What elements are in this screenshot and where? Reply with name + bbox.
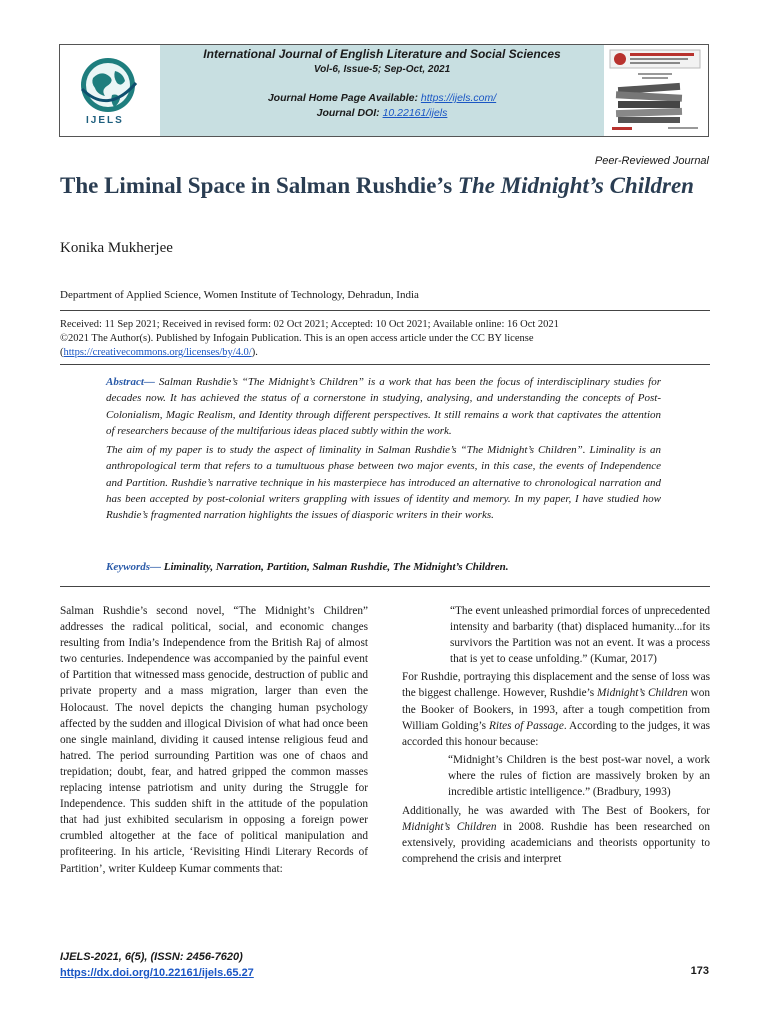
homepage-line bbox=[160, 92, 604, 104]
bookers-text-a: Additionally, he was awarded with The Best of Bookers, for bbox=[402, 805, 710, 818]
journal-cover bbox=[604, 45, 708, 136]
journal-name: International Journal of English Literature and Social Sciences bbox=[203, 47, 561, 61]
journal-cover-image bbox=[604, 45, 708, 136]
booker-text-b: won the Booker of Bookers, in 1993, after a tough competition from William Golding’s bbox=[402, 687, 711, 732]
bookers-text-b: in 2008. Rushdie has been researched on extensively, providing academicians and theorists opportunity to comprehend the crisis and interpret bbox=[402, 821, 710, 866]
best-of-bookers-paragraph bbox=[402, 803, 710, 867]
keywords bbox=[106, 561, 509, 573]
abstract-text-1: Salman Rushdie’s “The Midnight’s Children” is a work that has been the focus of interdisciplinary studies for decades now. It has achieved the status of a cornerstone in studying, analysing, and understanding the concepts of Post-Colonialism, Magic Realism, and Identity through different perspectives. It still remains a work that captivates the attention of researchers because of the multifarious ideas placed subtly within the work. bbox=[106, 376, 661, 437]
abstract-paragraph-2: The aim of my paper is to study the aspect of liminality in Salman Rushdie’s “The Midnight’s Children”. Liminality is an anthropological term that refers to a tumultuous phase between two major events, in this case, the events of Independence and Partition. Rushdie’s narrative technique in his masterpiece has introduced an alternative to chronological narration and has been accepted by post-colonial writers grappling with issues of identity and memory. In my paper, I have studied how Rushdie’s fragmented narration highlights the issues of diasporic writers in their works. bbox=[106, 444, 661, 522]
article-title bbox=[60, 171, 710, 201]
peer-reviewed-label: Peer-Reviewed Journal bbox=[594, 155, 709, 167]
doi-link[interactable]: 10.22161/ijels bbox=[382, 107, 448, 119]
homepage-link[interactable]: https://ijels.com/ bbox=[420, 92, 497, 104]
footer-doi-link[interactable]: https://dx.doi.org/10.22161/ijels.65.27 bbox=[60, 967, 254, 979]
body-left-column bbox=[60, 603, 368, 877]
title-italic: The Midnight’s Children bbox=[457, 173, 694, 198]
keywords-label: Keywords— bbox=[106, 561, 161, 573]
title-main: The Liminal Space in Salman Rushdie’s bbox=[60, 173, 458, 198]
divider-abstract-bottom bbox=[60, 586, 710, 587]
divider-abstract-top bbox=[60, 364, 710, 365]
booker-title-2: Rites of Passage bbox=[488, 719, 564, 732]
license-url-line: (https://creativecommons.org/licenses/by/4.0/). bbox=[60, 347, 258, 358]
doi-line bbox=[160, 107, 604, 119]
homepage-label: Journal Home Page Available: bbox=[267, 92, 421, 104]
body-right-column bbox=[402, 603, 710, 868]
volume-issue: Vol-6, Issue-5; Sep-Oct, 2021 bbox=[313, 64, 451, 75]
divider-top bbox=[60, 310, 710, 311]
abstract bbox=[106, 374, 661, 527]
keywords-text: Liminality, Narration, Partition, Salman Rushdie, The Midnight’s Children. bbox=[161, 561, 509, 573]
affiliation: Department of Applied Science, Women Institute of Technology, Dehradun, India bbox=[60, 289, 419, 301]
doi-label: Journal DOI: bbox=[316, 107, 383, 119]
block-quote-bradbury: “Midnight’s Children is the best post-war novel, a work where the rules of fiction are massively broken by an incredible artistic intelligence.” (Bradbury, 1993) bbox=[448, 753, 710, 799]
article-dates bbox=[60, 318, 710, 360]
booker-text-a: For Rushdie, portraying this displacement and the sense of loss was the biggest challenge. However, Rushdie’s bbox=[402, 671, 710, 700]
license-line: ©2021 The Author(s). Published by Infogain Publication. This is an open access article under the CC BY license bbox=[60, 333, 534, 344]
page-number: 173 bbox=[690, 965, 709, 977]
abstract-label: Abstract— bbox=[106, 376, 155, 388]
booker-paragraph bbox=[402, 669, 710, 749]
booker-text-c: . According to the judges, it was accorded this honour because: bbox=[402, 719, 710, 748]
intro-paragraph: Salman Rushdie’s second novel, “The Midnight’s Children” addresses the radical political, social, and economic changes resulting from India’s Independence from the British Raj of almost two centuries. Independence was accompanied by the painful event of Partition that witnessed mass genocide, destruction of public and private property and a mass migration, larger than even the Holocaust. The novel depicts the changing human psychology affected by the sudden and illogical Division of what had once been one single mainland, dividing it caused intense religious feud and hatred. The period surrounding Partition was one of chaos and trepidation; doubt, fear, and hatred gripped the common masses replacing intense patriotism and unity during the Struggle for Independence. This sudden shift in the attitude of the population that had just exhibited secularism in opposing a foreign power crumbled altogether at the face of political manipulation and profiteering. In his article, ‘Revisiting Hindi Literary Records of Partition’, writer Kuldeep Kumar comments that: bbox=[60, 605, 368, 875]
author-name: Konika Mukherjee bbox=[60, 240, 173, 256]
abstract-paragraph-1 bbox=[106, 374, 661, 439]
citation-line: IJELS-2021, 6(5), (ISSN: 2456-7620) bbox=[60, 951, 243, 963]
dates-line: Received: 11 Sep 2021; Received in revised form: 02 Oct 2021; Accepted: 10 Oct 2021; Available online: 16 Oct 2021 bbox=[60, 319, 559, 330]
booker-title-1: Midnight’s Children bbox=[597, 687, 688, 700]
logo-text: IJELS bbox=[86, 115, 124, 126]
block-quote-kumar: “The event unleashed primordial forces of unprecedented intensity and barbarity (that) displaced humanity...for its survivors the Partition was not an event. It was a process that is yet to cease unfolding.” (Kumar, 2017) bbox=[450, 605, 710, 666]
journal-logo bbox=[60, 45, 160, 136]
bookers-title: Midnight’s Children bbox=[402, 821, 497, 834]
footer-citation bbox=[60, 949, 254, 981]
license-link[interactable]: https://creativecommons.org/licenses/by/4.0/ bbox=[63, 347, 252, 358]
journal-banner bbox=[160, 45, 604, 136]
